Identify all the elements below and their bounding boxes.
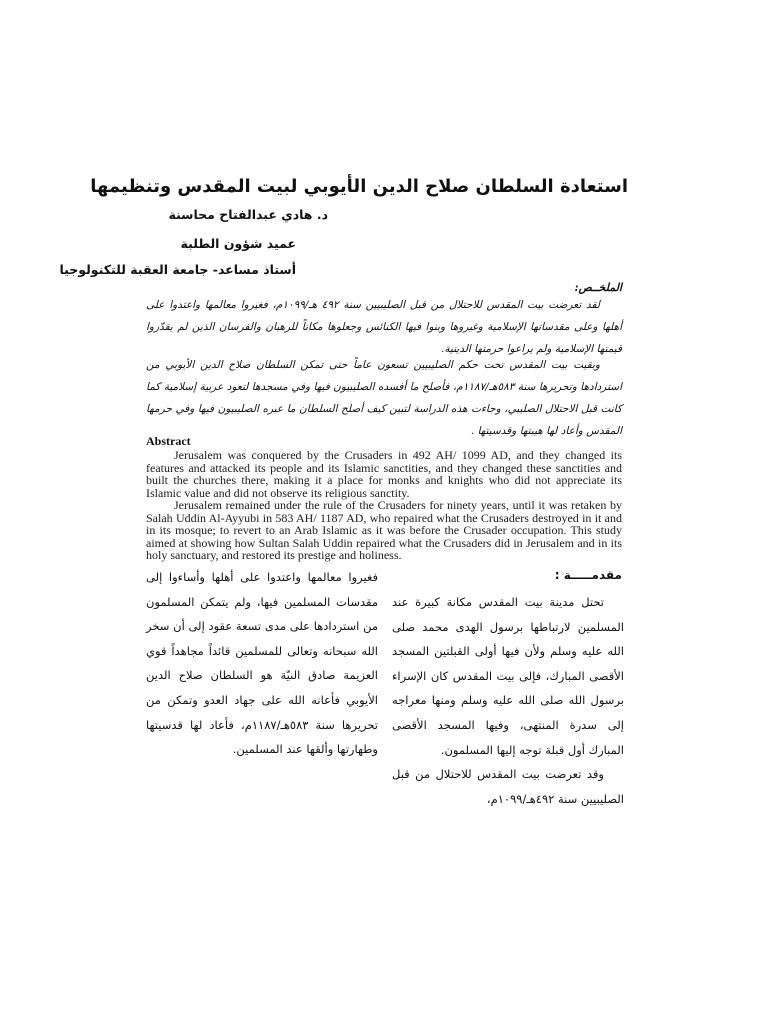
introduction-paragraph-2: وقد تعرضت بيت المقدس للاحتلال من قبل الصليبيين سنة ٤٩٢هـ/١٠٩٩م، [392, 767, 624, 806]
abstract-text-2: Jerusalem remained under the rule of the Crusaders for ninety years, until it was retaken by Salah Uddin Al-Ayyubi in 583 AH/ 1187 AD, who repaired what the Crusaders destroyed in it and in its mosque; to revert to an Arab Islamic as it was before the Crusader occupation. This study aimed at showing how Sultan Salah Uddin repaired what the Crusaders did in Jerusalem and in its holy sanctuary, and restored its prestige and holiness. [146, 498, 622, 562]
arabic-summary-text-1: لقد تعرضت بيت المقدس للاحتلال من قبل الصليبيين سنة ٤٩٢ هـ/١٠٩٩م، فغيروا معالمها واعتدوا على أهلها وعلى مقدساتها الإسلامية وغيروها وبنوا فيها الكنائس وجعلوها مكاناً للرهبان والفرسان الذين لم يقدّروا قيمتها الإسلامية ولم يراعوا حرمتها الدينية. [146, 299, 622, 355]
arabic-summary-paragraph-1 [146, 294, 622, 360]
introduction-right-column [392, 590, 624, 811]
abstract-heading: Abstract [146, 434, 191, 448]
arabic-summary-text-2: وبقيت بيت المقدس تحت حكم الصليبيين تسعون عاماً حتى تمكن السلطان صلاح الدين الأيوبي من استردادها وتحريرها سنة ٥٨٣هـ/١١٨٧م، فأصلح ما أفسده الصليبيون فيها وفي مسجدها لتعود عربية إسلامية كما كانت قبل الاحتلال الصليبي، وجاءت هذه الدراسة لتبين كيف أصلح السلطان ما عبره الصليبيون فيها وفي حرمها المقدس وأعاد لها هيبتها وقدسيتها . [146, 359, 622, 437]
introduction-paragraph-continued: فغيروا معالمها واعتدوا على أهلها وأساءوا إلى مقدسات المسلمين فيها، ولم يتمكن المسلمون من استردادها على مدى تسعة عقود إلى أن سخر الله سبحانه وتعالى للمسلمين قائداً مجاهداً قوي العزيمة صادق النيّة هو السلطان صلاح الدين الأيوبي فأعانه الله على جهاد العدو وتمكن من تحريرها سنة ٥٨٣هـ/١١٨٧م، فأعاد لها قدسيتها وطهارتها وألقها عند المسلمين. [146, 570, 379, 757]
abstract-paragraph-1 [146, 449, 622, 499]
introduction-heading: مقدمـــــة : [554, 568, 622, 582]
arabic-summary-heading: الملخــص: [574, 281, 622, 294]
introduction-paragraph-1: تحتل مدينة بيت المقدس مكانة كبيرة عند المسلمين لارتباطها برسول الهدى محمد صلى الله عليه وسلم ولأن فيها أولى القبلتين المسجد الأقصى المبارك، فإلى بيت المقدس كان الإسراء برسول الله صلى الله عليه وسلم ومنها معراجه إلى سدرة المنتهى، وفيها المسجد الأقصى المبارك أول قبلة توجه إليها المسلمون. [392, 595, 624, 757]
introduction-left-column [146, 565, 378, 762]
author-affiliation: أستاذ مساعد- جامعة العقبة للتكنولوجيا [59, 262, 296, 277]
author-name: د. هادي عبدالفتاح محاسنة [168, 207, 328, 222]
arabic-summary-paragraph-2 [146, 354, 622, 442]
paper-title: استعادة السلطان صلاح الدين الأيوبي لبيت المقدس وتنظيمها [90, 176, 628, 197]
abstract-text-1: Jerusalem was conquered by the Crusaders in 492 AH/ 1099 AD, and they changed its features and attacked its people and its Islamic sanctities, and they changed these sanctities and built the churches there, making it a place for monks and knights who did not appreciate its Islamic value and did not observe its religious sanctity. [146, 448, 622, 500]
abstract-paragraph-2 [146, 499, 622, 562]
author-position: عميد شؤون الطلبة [180, 236, 296, 251]
